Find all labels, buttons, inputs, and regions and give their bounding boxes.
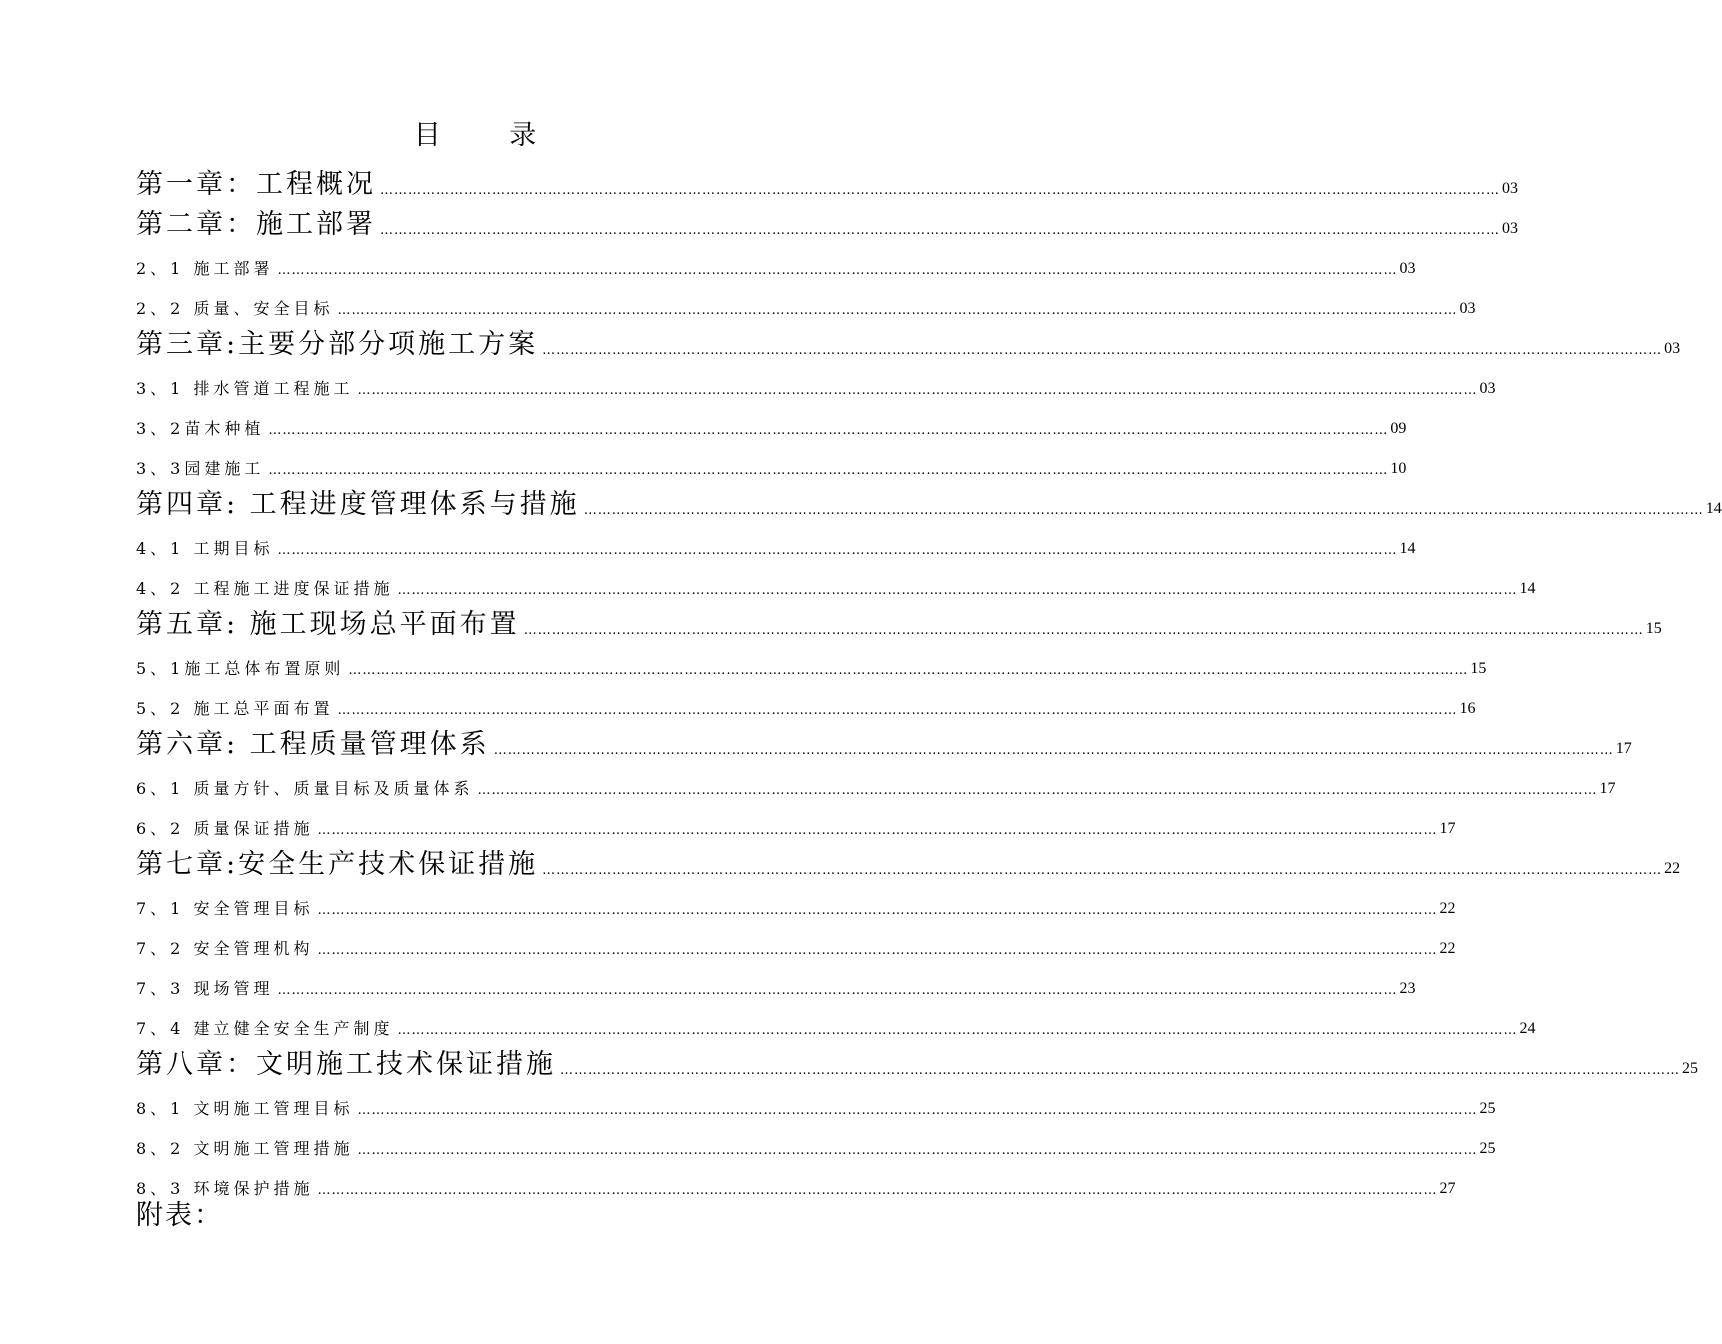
dot-leader: ……………………………………………………………………………………………………………………………………………………………………………………………………………………	[477, 783, 1598, 798]
dot-leader: ……………………………………………………………………………………………………………………………………………………………………………………………………………………	[268, 423, 1389, 438]
toc-list	[136, 160, 1722, 1200]
toc-entry-label: 第二章：施工部署	[136, 209, 376, 240]
toc-entry-chapter-7[interactable]	[136, 840, 1681, 880]
toc-entry-section-7-1[interactable]	[136, 880, 1456, 920]
toc-entry-chapter-4[interactable]	[136, 480, 1722, 520]
toc-entry-label: 8、2 文明施工管理措施	[136, 1139, 354, 1158]
toc-entry-section-8-1[interactable]	[136, 1080, 1496, 1120]
toc-entry-label: 3、2苗木种植	[136, 419, 265, 438]
toc-entry-page: 25	[1682, 1060, 1698, 1077]
toc-entry-page: 03	[1502, 220, 1518, 237]
toc-entry-section-4-2[interactable]	[136, 560, 1536, 600]
toc-entry-label: 5、1施工总体布置原则	[136, 659, 345, 678]
toc-entry-chapter-1[interactable]	[136, 160, 1518, 200]
toc-entry-label: 8、3 环境保护措施	[136, 1179, 314, 1198]
dot-leader: ……………………………………………………………………………………………………………………………………………………………………………………………………………………	[268, 463, 1389, 478]
toc-entry-chapter-2[interactable]	[136, 200, 1518, 240]
dot-leader: ……………………………………………………………………………………………………………………………………………………………………………………………………………………	[397, 583, 1518, 598]
toc-entry-chapter-8[interactable]	[136, 1040, 1698, 1080]
toc-entry-label: 7、2 安全管理机构	[136, 939, 314, 958]
toc-entry-page: 15	[1645, 620, 1662, 637]
toc-entry-page: 14	[1519, 580, 1536, 597]
toc-entry-page: 03	[1399, 260, 1416, 277]
toc-entry-section-7-3[interactable]	[136, 960, 1416, 1000]
toc-entry-label: 8、1 文明施工管理目标	[136, 1099, 354, 1118]
toc-entry-chapter-3[interactable]	[136, 320, 1681, 360]
toc-entry-label: 5、2 施工总平面布置	[136, 699, 334, 718]
toc-entry-page: 03	[1502, 180, 1518, 197]
toc-entry-chapter-6[interactable]	[136, 720, 1632, 760]
toc-entry-section-8-2[interactable]	[136, 1120, 1496, 1160]
dot-leader: ……………………………………………………………………………………………………………………………………………………………………………………………………………………	[317, 1183, 1438, 1198]
toc-entry-label: 第一章：工程概况	[136, 169, 376, 200]
toc-entry-page: 17	[1615, 740, 1632, 757]
toc-entry-section-3-1[interactable]	[136, 360, 1496, 400]
toc-entry-label: 第八章：文明施工技术保证措施	[136, 1049, 556, 1080]
toc-entry-section-4-1[interactable]	[136, 520, 1416, 560]
toc-entry-page: 14	[1705, 500, 1722, 517]
toc-title: 目 录	[413, 120, 567, 151]
toc-entry-section-5-2[interactable]	[136, 680, 1476, 720]
dot-leader: ……………………………………………………………………………………………………………………………………………………………………………………………………………………	[317, 943, 1438, 958]
toc-entry-label: 2、2 质量、安全目标	[136, 299, 334, 318]
dot-leader: ……………………………………………………………………………………………………………………………………………………………………………………………………………………	[542, 343, 1663, 358]
dot-leader: ……………………………………………………………………………………………………………………………………………………………………………………………………………………	[337, 303, 1458, 318]
toc-entry-label: 3、3园建施工	[136, 459, 265, 478]
toc-entry-section-2-1[interactable]	[136, 240, 1416, 280]
toc-entry-section-8-3[interactable]	[136, 1160, 1456, 1200]
toc-entry-label: 第四章: 工程进度管理体系与措施	[136, 489, 580, 520]
toc-entry-label: 2、1 施工部署	[136, 259, 274, 278]
toc-entry-page: 03	[1459, 300, 1476, 317]
toc-entry-chapter-5[interactable]	[136, 600, 1662, 640]
dot-leader: ……………………………………………………………………………………………………………………………………………………………………………………………………………………	[542, 863, 1663, 878]
toc-entry-label: 第六章: 工程质量管理体系	[136, 729, 490, 760]
dot-leader: ……………………………………………………………………………………………………………………………………………………………………………………………………………………	[583, 503, 1704, 518]
toc-entry-section-3-2[interactable]	[136, 400, 1407, 440]
toc-entry-label: 7、3 现场管理	[136, 979, 274, 998]
toc-entry-page: 10	[1390, 460, 1407, 477]
dot-leader: ……………………………………………………………………………………………………………………………………………………………………………………………………………………	[560, 1063, 1680, 1078]
toc-entry-label: 4、2 工程施工进度保证措施	[136, 579, 394, 598]
toc-entry-section-3-3[interactable]	[136, 440, 1407, 480]
toc-entry-page: 24	[1519, 1020, 1536, 1037]
toc-entry-page: 16	[1459, 700, 1476, 717]
dot-leader: ……………………………………………………………………………………………………………………………………………………………………………………………………………………	[317, 823, 1438, 838]
dot-leader: ……………………………………………………………………………………………………………………………………………………………………………………………………………………	[380, 223, 1500, 238]
toc-entry-page: 15	[1470, 660, 1487, 677]
dot-leader: ……………………………………………………………………………………………………………………………………………………………………………………………………………………	[397, 1023, 1518, 1038]
toc-entry-section-6-2[interactable]	[136, 800, 1456, 840]
toc-entry-page: 22	[1664, 860, 1681, 877]
toc-entry-page: 03	[1664, 340, 1681, 357]
toc-entry-page: 22	[1439, 940, 1456, 957]
toc-entry-page: 14	[1399, 540, 1416, 557]
toc-entry-page: 23	[1399, 980, 1416, 997]
toc-entry-label: 第七章:安全生产技术保证措施	[136, 849, 539, 880]
toc-entry-label: 7、4 建立健全安全生产制度	[136, 1019, 394, 1038]
dot-leader: ……………………………………………………………………………………………………………………………………………………………………………………………………………………	[277, 543, 1398, 558]
toc-entry-label: 4、1 工期目标	[136, 539, 274, 558]
dot-leader: ……………………………………………………………………………………………………………………………………………………………………………………………………………………	[357, 1103, 1478, 1118]
toc-entry-page: 09	[1390, 420, 1407, 437]
toc-entry-section-7-2[interactable]	[136, 920, 1456, 960]
toc-entry-page: 17	[1439, 820, 1456, 837]
toc-entry-label: 第五章: 施工现场总平面布置	[136, 609, 520, 640]
dot-leader: ……………………………………………………………………………………………………………………………………………………………………………………………………………………	[380, 183, 1500, 198]
dot-leader: ……………………………………………………………………………………………………………………………………………………………………………………………………………………	[493, 743, 1614, 758]
dot-leader: ……………………………………………………………………………………………………………………………………………………………………………………………………………………	[523, 623, 1644, 638]
toc-entry-page: 03	[1479, 380, 1496, 397]
toc-entry-section-2-2[interactable]	[136, 280, 1476, 320]
dot-leader: ……………………………………………………………………………………………………………………………………………………………………………………………………………………	[337, 703, 1458, 718]
appendix-heading: 附表：	[136, 1200, 223, 1231]
toc-entry-page: 22	[1439, 900, 1456, 917]
toc-entry-label: 7、1 安全管理目标	[136, 899, 314, 918]
toc-entry-page: 25	[1479, 1140, 1496, 1157]
toc-entry-page: 27	[1439, 1180, 1456, 1197]
dot-leader: ……………………………………………………………………………………………………………………………………………………………………………………………………………………	[357, 1143, 1478, 1158]
toc-entry-section-7-4[interactable]	[136, 1000, 1536, 1040]
dot-leader: ……………………………………………………………………………………………………………………………………………………………………………………………………………………	[277, 983, 1398, 998]
toc-entry-label: 3、1 排水管道工程施工	[136, 379, 354, 398]
dot-leader: ……………………………………………………………………………………………………………………………………………………………………………………………………………………	[357, 383, 1478, 398]
toc-entry-page: 25	[1479, 1100, 1496, 1117]
dot-leader: ……………………………………………………………………………………………………………………………………………………………………………………………………………………	[317, 903, 1438, 918]
dot-leader: ……………………………………………………………………………………………………………………………………………………………………………………………………………………	[348, 663, 1469, 678]
toc-entry-section-6-1[interactable]	[136, 760, 1616, 800]
toc-entry-label: 6、1 质量方针、质量目标及质量体系	[136, 779, 474, 798]
dot-leader: ……………………………………………………………………………………………………………………………………………………………………………………………………………………	[277, 263, 1398, 278]
toc-entry-label: 6、2 质量保证措施	[136, 819, 314, 838]
toc-entry-page: 17	[1599, 780, 1616, 797]
toc-entry-section-5-1[interactable]	[136, 640, 1487, 680]
toc-entry-label: 第三章:主要分部分项施工方案	[136, 329, 539, 360]
